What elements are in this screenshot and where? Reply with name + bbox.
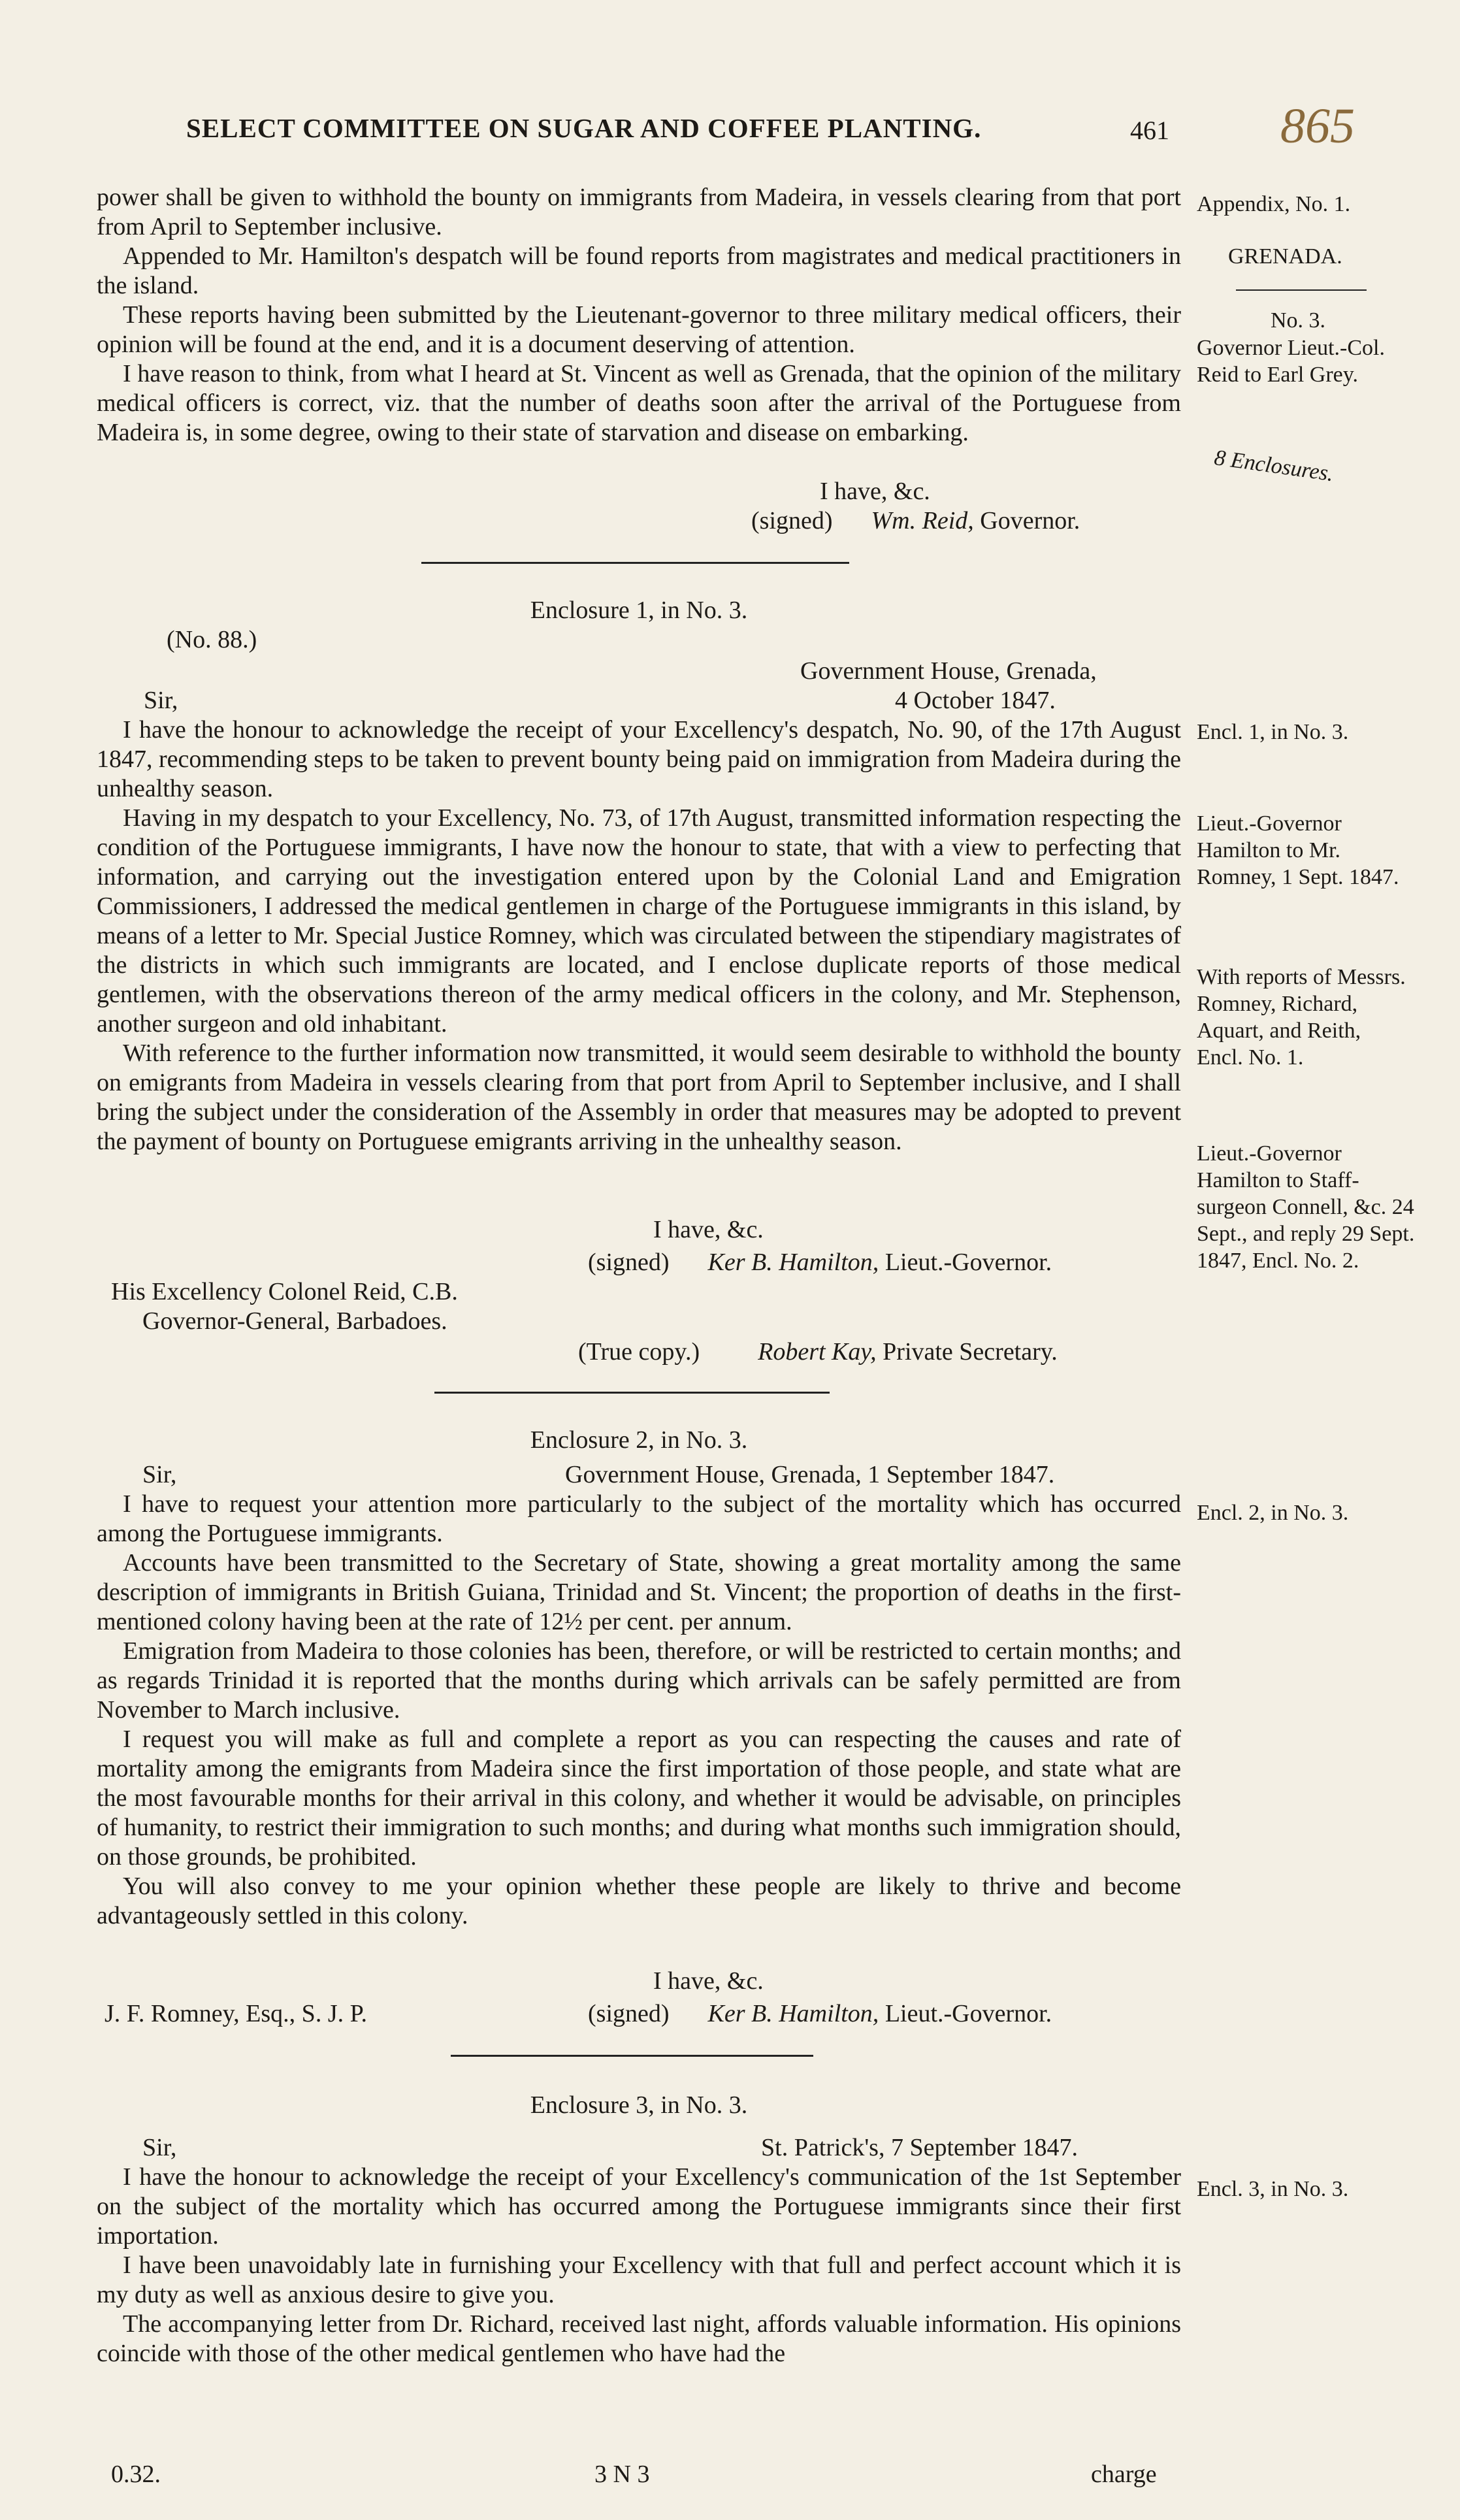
closing-phrase: I have, &c. — [820, 478, 930, 505]
margin-enclosure-ref: Encl. 2, in No. 3. — [1197, 1501, 1349, 1525]
paragraph: I have the honour to acknowledge the receipt of your Excellency's despatch, No. 90, of the 17th August 1847, recommending steps to be taken to prevent bounty being paid on immigration from Madeira during the unhealthy season. — [97, 716, 1182, 802]
signature-line — [588, 1999, 1052, 2028]
margin-appendix-label: Appendix, No. 1. — [1197, 192, 1351, 216]
signature-name: Wm. Reid, — [871, 507, 974, 534]
footer-catchword: charge — [1091, 2461, 1157, 2488]
paragraph: Appended to Mr. Hamilton's despatch will be found reports from magistrates and medical practitioners in the island. — [97, 242, 1181, 299]
addressee: His Excellency Colonel Reid, C.B. — [111, 1278, 458, 1305]
paragraph: I have been unavoidably late in furnishing your Excellency with that full and perfect account which it is my duty as well as anxious desire to give you. — [97, 2251, 1181, 2308]
margin-note: Lieut.-Governor Hamilton to Staff-surgeon Connell, &c. 24 Sept., and reply 29 Sept. 1847, Encl. No. 2. — [1197, 1141, 1415, 1273]
paragraph: Emigration from Madeira to those colonies has been, therefore, or will be restricted to certain months; and as regards Trinidad it is reported that the months during which arrivals can be safely permitted are from November to March inclusive. — [97, 1637, 1181, 1724]
paragraph: Having in my despatch to your Excellency, No. 73, of 17th August, transmitted information respecting the condition of the Portuguese immigrants, I have now the honour to state, that with a view to perfecting that information, and carrying out the investigation entered upon by the Colonial Land and Emigration Commissioners, I addressed the medical gentlemen in charge of the Portuguese immigrants in this island, by means of a letter to Mr. Special Justice Romney, which was circulated between the stipendiary magistrates of the districts in which such immigrants are located, and I enclose duplicate reports of those medical gentlemen, with the observations thereon of the army medical officers in the colony, and Mr. Stephenson, another surgeon and old inhabitant. — [97, 804, 1181, 1038]
signed-label: (signed) — [588, 2000, 670, 2027]
paragraph: I have reason to think, from what I heard at St. Vincent as well as Grenada, that the opinion of the military medical officers is correct, viz. that the number of deaths soon after the arrival of the Portuguese from Madeira is, in some degree, owing to their state of starvation and disease on embarking. — [97, 360, 1181, 446]
copy-title: Private Secretary. — [883, 1338, 1058, 1366]
copy-signature: Robert Kay, — [758, 1338, 877, 1366]
margin-enclosure-ref: Encl. 3, in No. 3. — [1197, 2177, 1349, 2201]
paragraph: power shall be given to withhold the bounty on immigrants from Madeira, in vessels clearing from that port from April to September inclusive. — [97, 184, 1181, 240]
handwritten-folio-number: 865 — [1280, 99, 1355, 154]
paragraph: You will also convey to me your opinion whether these people are likely to thrive and become advantageously settled in this colony. — [97, 1873, 1181, 1929]
signature-line — [588, 1248, 1052, 1277]
margin-enclosures-count: 8 Enclosures. — [1212, 445, 1335, 487]
letter-place: Government House, Grenada, — [800, 657, 1097, 685]
paragraph: These reports having been submitted by the Lieutenant-governor to three military medical officers, their opinion will be found at the end, and it is a document deserving of attention. — [97, 301, 1181, 358]
paragraph: I have to request your attention more particularly to the subject of the mortality which has occurred among the Portuguese immigrants. — [97, 1490, 1181, 1547]
footer-signature-mark: 3 N 3 — [594, 2461, 650, 2488]
letter-date: 4 October 1847. — [895, 687, 1056, 714]
salutation: Sir, — [142, 2134, 177, 2161]
enclosure1-body — [97, 715, 1181, 1156]
enclosure3-body — [97, 2163, 1181, 2368]
signature-title: Lieut.-Governor. — [884, 2000, 1052, 2027]
despatch-number: (No. 88.) — [167, 626, 257, 653]
margin-divider — [1236, 289, 1367, 291]
running-head-title: SELECT COMMITTEE ON SUGAR AND COFFEE PLANTING. — [186, 113, 982, 143]
signature-name: Ker B. Hamilton, — [707, 1249, 879, 1276]
signature-title: Lieut.-Governor. — [884, 1249, 1052, 1276]
paragraph: The accompanying letter from Dr. Richard, received last night, affords valuable information. His opinions coincide with those of the other medical gentlemen who have had the — [97, 2310, 1181, 2367]
margin-document-description: Governor Lieut.-Col. Reid to Earl Grey. — [1197, 336, 1385, 387]
true-copy-line — [578, 1337, 1058, 1366]
closing-phrase: I have, &c. — [653, 1216, 764, 1243]
margin-enclosure-ref: Encl. 1, in No. 3. — [1197, 720, 1349, 744]
enclosure-heading: Enclosure 3, in No. 3. — [530, 2091, 748, 2119]
letter-place-date: St. Patrick's, 7 September 1847. — [761, 2134, 1078, 2161]
addressee: Governor-General, Barbadoes. — [142, 1307, 447, 1335]
margin-colony-label: GRENADA. — [1228, 244, 1342, 269]
signed-label: (signed) — [588, 1249, 670, 1276]
salutation: Sir, — [142, 1461, 177, 1488]
footer-sheet-number: 0.32. — [111, 2461, 161, 2488]
margin-document-number: No. 3. — [1271, 308, 1326, 333]
closing-phrase: I have, &c. — [653, 1967, 764, 1995]
enclosure-heading: Enclosure 1, in No. 3. — [530, 597, 748, 624]
paragraph: With reference to the further information now transmitted, it would seem desirable to withhold the bounty on emigrants from Madeira in vessels clearing from that port from April to September inclusive, and I shall bring the subject under the consideration of the Assembly in order that measures may be adopted to prevent the payment of bounty on Portuguese emigrants arriving in the unhealthy season. — [97, 1039, 1181, 1155]
section-divider — [421, 562, 849, 564]
margin-note: With reports of Messrs. Romney, Richard, Aquart, and Reith, Encl. No. 1. — [1197, 965, 1406, 1070]
paragraph: I request you will make as full and complete a report as you can respecting the causes and rate of mortality among the emigrants from Madeira since the first importation of those people, and state what are the most favourable months for their arrival in this colony, and whether it would be advisable, on principles of humanity, to restrict their immigration to such months; and during what months such immigration should, on those grounds, be prohibited. — [97, 1726, 1181, 1871]
section-divider — [434, 1392, 830, 1394]
salutation: Sir, — [144, 687, 178, 714]
enclosure-heading: Enclosure 2, in No. 3. — [530, 1426, 748, 1454]
paragraph: I have the honour to acknowledge the receipt of your Excellency's communication of the 1st September on the subject of the mortality which has occurred among the Portuguese immigrants since their first importation. — [97, 2163, 1181, 2250]
signed-label: (signed) — [751, 507, 833, 534]
true-copy-label: (True copy.) — [578, 1338, 700, 1366]
signature-name: Ker B. Hamilton, — [707, 2000, 879, 2027]
despatch-conclusion — [97, 183, 1181, 448]
section-divider — [451, 2055, 813, 2057]
page-number: 461 — [1130, 116, 1169, 145]
signature-line — [751, 506, 1080, 535]
paragraph: Accounts have been transmitted to the Secretary of State, showing a great mortality among the same description of immigrants in British Guiana, Trinidad and St. Vincent; the proportion of deaths in the first-mentioned colony having been at the rate of 12½ per cent. per annum. — [97, 1549, 1181, 1635]
letter-place-date: Government House, Grenada, 1 September 1847. — [565, 1461, 1055, 1488]
enclosure2-body — [97, 1490, 1181, 1931]
addressee: J. F. Romney, Esq., S. J. P. — [105, 2000, 368, 2027]
margin-note: Lieut.-Governor Hamilton to Mr. Romney, 1 Sept. 1847. — [1197, 811, 1399, 889]
signature-title: Governor. — [980, 507, 1080, 534]
